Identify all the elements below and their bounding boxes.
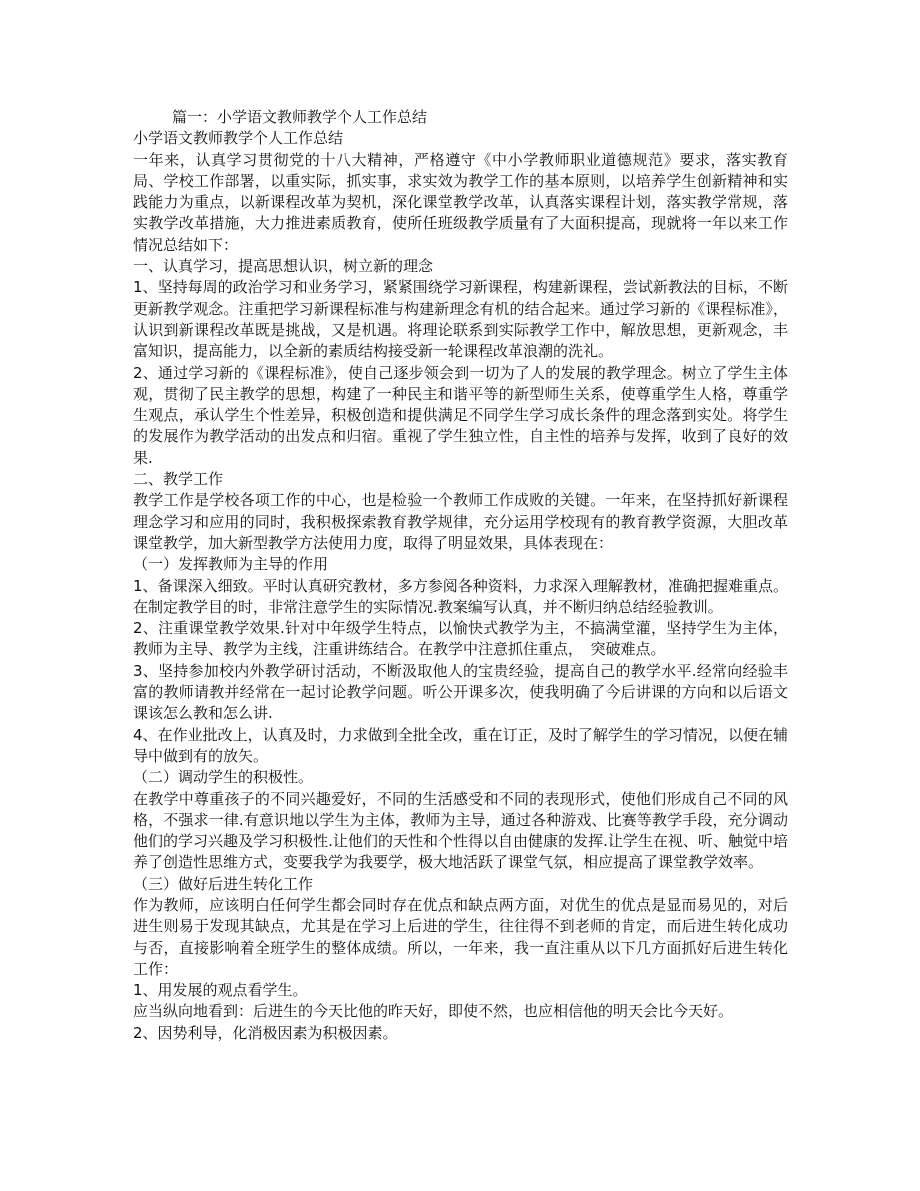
subsection-heading-3: （三）做好后进生转化工作 (133, 874, 314, 893)
subsection-heading-2: （二）调动学生的积极性。 (133, 768, 314, 787)
paragraph: 1、用发展的观点看学生。 (133, 981, 308, 1000)
section-heading-1: 一、认真学习，提高思想认识，树立新的理念 (133, 257, 434, 276)
paragraph: 1、坚持每周的政治学习和业务学习，紧紧围绕学习新课程，构建新课程，尝试新教法的目标，不断更新教学观念。注重把学习新课程标准与构建新理念有机的结合起来。通过学习新的《课程标准》，认识到新课程改革既是挑战，又是机遇。将理论联系到实际教学工作中，解放思想，更新观念，丰富知识，提高能力，以全新的素质结构接受新一轮课程改革浪潮的洗礼。 (133, 278, 788, 361)
document-body (133, 107, 788, 1044)
intro-paragraph: 一年来，认真学习贯彻党的十八大精神，严格遵守《中小学教师职业道德规范》要求，落实教育局、学校工作部署，以重实际，抓实事，求实效为教学工作的基本原则，以培养学生创新精神和实践能力为重点，以新课程改革为契机，深化课堂教学改革，认真落实课程计划，落实教学常规，落实教学改革措施，大力推进素质教育，使所任班级教学质量有了大面积提高，现就将一年以来工作情况总结如下： (133, 150, 788, 254)
paragraph: 2、注重课堂教学效果.针对中年级学生特点，以愉快式教学为主，不搞满堂灌，坚持学生为主体，教师为主导、教学为主线，注重讲练结合。在教学中注意抓住重点， 突破难点。 (133, 619, 788, 659)
paragraph: 在教学中尊重孩子的不同兴趣爱好，不同的生活感受和不同的表现形式，使他们形成自己不同的风格，不强求一律.有意识地以学生为主体，教师为主导，通过各种游戏、比赛等教学手段，充分调动他们的学习兴趣及学习积极性.让他们的天性和个性得以自由健康的发挥.让学生在视、听、触觉中培养了创造性思维方式，变要我学为我要学，极大地活跃了课堂气氛，相应提高了课堂教学效率。 (133, 789, 788, 872)
subsection-heading-1: （一）发挥教师为主导的作用 (133, 555, 329, 574)
paragraph: 应当纵向地看到：后进生的今天比他的昨天好，即使不然，也应相信他的明天会比今天好。 (133, 1002, 734, 1021)
paragraph: 2、因势利导，化消极因素为积极因素。 (133, 1023, 398, 1042)
section-heading-2: 二、教学工作 (133, 470, 224, 489)
document-subtitle: 小学语文教师教学个人工作总结 (133, 129, 344, 148)
paragraph: 3、坚持参加校内外教学研讨活动，不断汲取他人的宝贵经验，提高自己的教学水平.经常向经验丰富的教师请教并经常在一起讨论教学问题。听公开课多次，使我明确了今后讲课的方向和以后语文课该怎么教和怎么讲. (133, 661, 788, 723)
paragraph: 2、通过学习新的《课程标准》，使自己逐步领会到一切为了人的发展的教学理念。树立了学生主体观，贯彻了民主教学的思想，构建了一种民主和谐平等的新型师生关系，使尊重学生人格，尊重学生观点，承认学生个性差异，积极创造和提供满足不同学生学习成长条件的理念落到实处。将学生的发展作为教学活动的出发点和归宿。重视了学生独立性，自主性的培养与发挥，收到了良好的效果. (133, 363, 788, 467)
document-title: 篇一：小学语文教师教学个人工作总结 (172, 108, 428, 126)
paragraph: 1、备课深入细致。平时认真研究教材，多方参阅各种资料，力求深入理解教材，准确把握难重点。在制定教学目的时，非常注意学生的实际情况.教案编写认真，并不断归纳总结经验教训。 (133, 576, 788, 616)
paragraph: 教学工作是学校各项工作的中心，也是检验一个教师工作成败的关键。一年来，在坚持抓好新课程理念学习和应用的同时，我积极探索教育教学规律，充分运用学校现有的教育教学资源，大胆改革课堂教学，加大新型教学方法使用力度，取得了明显效果，具体表现在： (133, 491, 788, 552)
paragraph: 作为教师，应该明白任何学生都会同时存在优点和缺点两方面，对优生的优点是显而易见的，对后进生则易于发现其缺点，尤其是在学习上后进的学生，往往得不到老师的肯定，而后进生转化成功与否，直接影响着全班学生的整体成绩。所以，一年来，我一直注重从以下几方面抓好后进生转化工作： (133, 895, 788, 978)
paragraph: 4、在作业批改上，认真及时，力求做到全批全改，重在订正，及时了解学生的学习情况，以便在辅导中做到有的放矢。 (133, 725, 788, 765)
